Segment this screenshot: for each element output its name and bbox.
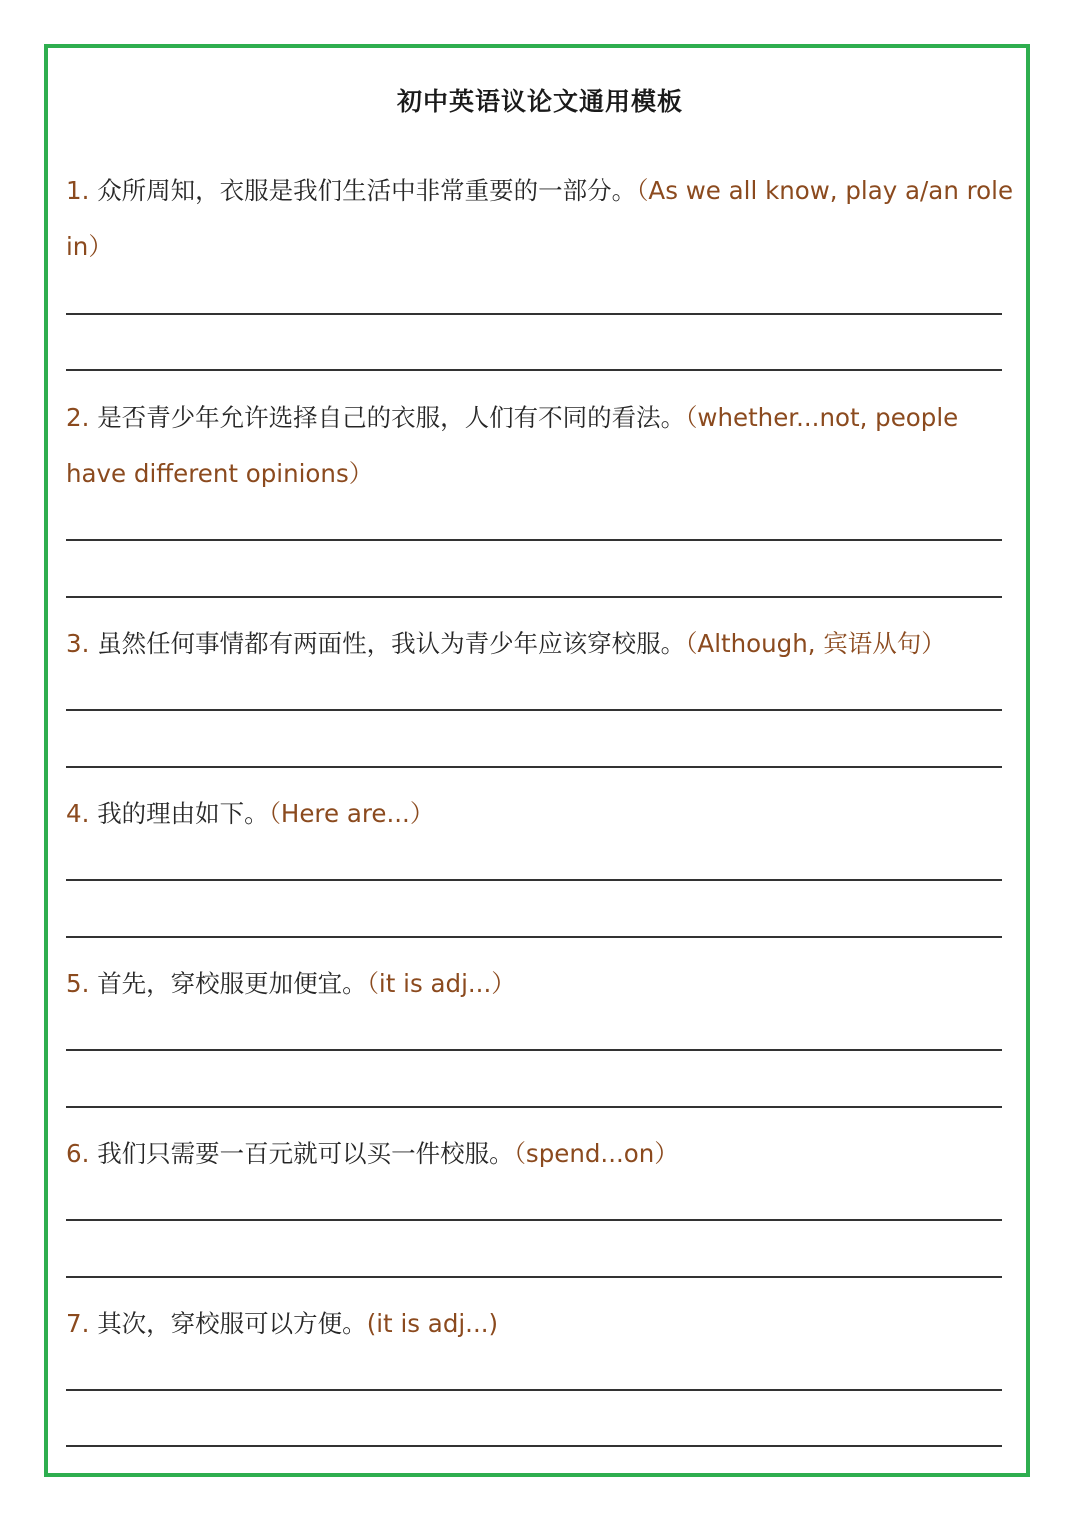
item-number: 6. bbox=[66, 1139, 90, 1168]
item-number: 7. bbox=[66, 1309, 90, 1338]
item-number: 3. bbox=[66, 629, 90, 658]
prompt-item-1 bbox=[66, 163, 1016, 275]
item-hint: （spend...on） bbox=[513, 1139, 679, 1168]
item-text: 是否青少年允许选择自己的衣服，人们有不同的看法。 bbox=[97, 403, 686, 432]
item-number: 5. bbox=[66, 969, 90, 998]
prompt-item-5 bbox=[66, 956, 1016, 1012]
answer-line[interactable] bbox=[66, 1049, 1002, 1051]
answer-line[interactable] bbox=[66, 766, 1002, 768]
item-hint: （Here are...） bbox=[268, 799, 435, 828]
answer-line[interactable] bbox=[66, 709, 1002, 711]
item-text: 我们只需要一百元就可以买一件校服。 bbox=[97, 1139, 514, 1168]
page-title: 初中英语议论文通用模板 bbox=[396, 87, 683, 116]
prompt-item-4 bbox=[66, 786, 1016, 842]
item-hint: （Although, 宾语从句） bbox=[685, 629, 946, 658]
answer-line[interactable] bbox=[66, 313, 1002, 315]
item-hint: （it is adj...） bbox=[366, 969, 516, 998]
answer-line[interactable] bbox=[66, 1219, 1002, 1221]
item-number: 1. bbox=[66, 176, 90, 205]
answer-line[interactable] bbox=[66, 1276, 1002, 1278]
answer-line[interactable] bbox=[66, 539, 1002, 541]
answer-line[interactable] bbox=[66, 596, 1002, 598]
item-text: 虽然任何事情都有两面性，我认为青少年应该穿校服。 bbox=[97, 629, 686, 658]
answer-line[interactable] bbox=[66, 1106, 1002, 1108]
item-hint: （As we all know, play a/an role in） bbox=[66, 176, 1014, 261]
answer-line[interactable] bbox=[66, 369, 1002, 371]
prompt-item-3 bbox=[66, 616, 1016, 672]
answer-line[interactable] bbox=[66, 936, 1002, 938]
answer-line[interactable] bbox=[66, 1389, 1002, 1391]
item-text: 其次，穿校服可以方便。 bbox=[97, 1309, 367, 1338]
answer-line[interactable] bbox=[66, 1445, 1002, 1447]
item-hint: （whether...not, people have different opinions） bbox=[66, 403, 959, 488]
item-hint: (it is adj...) bbox=[366, 1309, 499, 1338]
prompt-item-7 bbox=[66, 1296, 1016, 1352]
item-text: 首先，穿校服更加便宜。 bbox=[97, 969, 367, 998]
item-text: 我的理由如下。 bbox=[97, 799, 269, 828]
item-text: 众所周知，衣服是我们生活中非常重要的一部分。 bbox=[97, 176, 637, 205]
prompt-item-2 bbox=[66, 390, 1016, 502]
item-number: 2. bbox=[66, 403, 90, 432]
answer-line[interactable] bbox=[66, 879, 1002, 881]
prompt-item-6 bbox=[66, 1126, 1016, 1182]
item-number: 4. bbox=[66, 799, 90, 828]
